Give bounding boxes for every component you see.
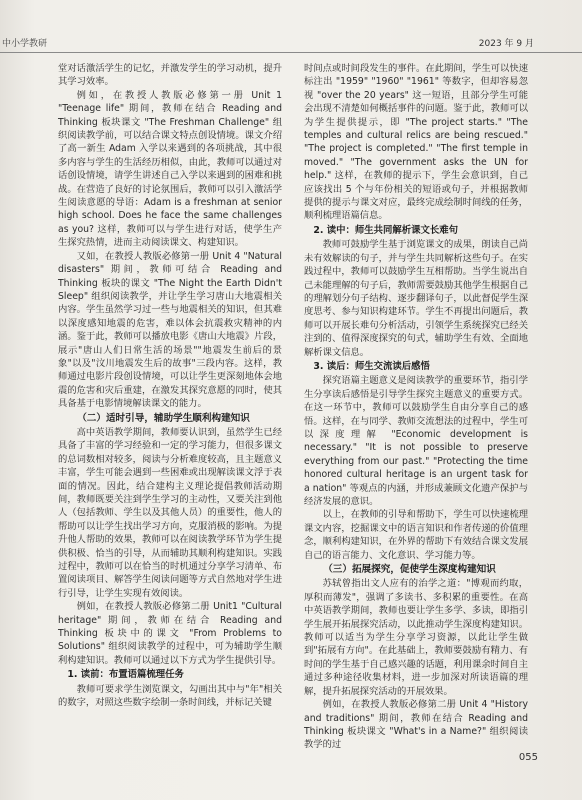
paragraph: 探究语篇主题意义是阅读教学的重要环节，指引学生分享读后感悟是引导学生探究主题意义的重要方式。在这一环节中，教师可以鼓励学生自由分享自己的感悟。这样，在与同学、教师交流想法的过程中，学生可以深度理解 "Economic development is necessary." "It is not possible to preserve everything from our past." "Protecting the time honored cultural heritage is an urgent task for a nation" 等观点的内涵，并形成兼顾文化遗产保护与经济发展的意识。 <box>304 375 528 507</box>
paragraph: 教师可要求学生浏览课文，勾画出其中与"年"相关的数字，对照这些数字绘制一条时间线，并标记关键 <box>58 683 282 709</box>
section-heading: （三）拓展探究，促使学生深度构建知识 <box>323 564 496 576</box>
paragraph: 例如，在教授人教版必修第二册 Unit 4 "History and traditions" 期间，教师在结合 Reading and Thinking 板块课文 "What's in a Name?" 组织阅读教学的过 <box>304 699 528 751</box>
issue-date: 2023 年 9 月 <box>478 39 534 49</box>
left-column <box>58 62 282 710</box>
right-column <box>304 62 528 752</box>
paragraph: 堂对话激活学生的记忆，并激发学生的学习动机，提升其学习效率。 <box>58 63 282 88</box>
paragraph: 教师可鼓励学生基于浏览课文的成果，朗读自己尚未有效解读的句子，并与学生共同解析这些句子。在实践过程中，教师可以鼓励学生互相帮助。当学生说出自己未能理解的句子后，教师需要鼓励其他学生根据自己的理解划分句子结构、逐步翻译句子，以此督促学生深度思考、参与知识构建环节。学生不再提出问题后，教师可以开展长难句分析活动，引领学生系统探究已经关注到的、值得深度探究的句式，辅助学生有效、全面地解析课文信息。 <box>304 239 528 358</box>
paragraph: 苏轼曾指出文人应有的治学之道："博观而约取，厚积而薄发"，强调了多读书、多积累的重要性。在高中英语教学期间，教师也要让学生多学、多读，即指引学生展开拓展探究活动，以此推动学生深度构建知识。教师可以适当为学生分享学习资源，以此让学生做到"拓展有方向"。在此基础上，教师要鼓励有精力、有时间的学生基于自己感兴趣的话题，利用课余时间自主通过多种途径收集材料，进一步加深对所读语篇的理解，提升拓展探究活动的开展效果。 <box>304 578 528 697</box>
paragraph: 例如，在教授人教版必修第二册 Unit1 "Cultural heritage" 期间，教师在结合 Reading and Thinking 板块中的课文 "From Problems to Solutions" 组织阅读教学的过程中，可为辅助学生顺利构建知识。教师可以通过以下方式为学生提供引导。 <box>58 601 282 666</box>
subsection-heading: 3. 读后：师生交流读后感悟 <box>313 360 430 372</box>
page-number: 055 <box>518 752 538 763</box>
journal-name: 中小学教研 <box>2 39 48 49</box>
subsection-heading: 1. 读前：布置语篇梳理任务 <box>67 669 184 681</box>
subsection-heading: 2. 读中：师生共同解析课文长难句 <box>313 224 458 236</box>
paragraph: 高中英语教学期间，教师要认识到，虽然学生已经具备了丰富的学习经验和一定的学习能力，但很多课文的总词数相对较多，阅读与分析难度较高，且主题意义丰富，学生可能会遇到一些困难或出现解读课文浮于表面的情况。因此，结合建构主义理论提倡教师活动期间，教师既要关注到学生学习的主动性，又要关注到他人（包括教师、学生以及其他人员）的重要性，他人的帮助可以让学生找出学习方向，克服消极的影响。为提升他人帮助的效果，教师可以在阅读教学环节为学生提供积极、恰当的引导，从而辅助其顺利构建知识。实践过程中，教师可以在恰当的时机通过分享学习清单、布置阅读项目、解答学生阅读问题等方式自然地对学生进行引导，让学生实现有效阅读。 <box>58 426 282 599</box>
paragraph: 又如，在教授人教版必修第一册 Unit 4 "Natural disasters" 期间，教师可结合 Reading and Thinking 板块的课文 "The Night the Earth Didn't Sleep" 组织阅读教学，并让学生学习唐山大地震相关内容。学生虽然学习过一些与地震相关的知识，但其难以深度感知地震的危害，难以体会抗震救灾精神的内涵。鉴于此，教师可以播放电影《唐山大地震》片段，展示"唐山人们日常生活的场景""地震发生前后的景象"以及"汶川地震发生后的故事"三段内容。这样，教师通过电影片段创设情境，可以让学生更深刻地体会地震的危害和灾后重建，在激发其探究意愿的同时，使其具备基于电影情境解读课文的能力。 <box>58 250 282 410</box>
section-heading: （二）适时引导，辅助学生顺利构建知识 <box>77 412 250 424</box>
paragraph: 以上，在教师的引导和帮助下，学生可以快速梳理课文内容，挖掘课文中的语言知识和作者传递的价值理念，顺利构建知识，在外界的帮助下有效结合课文发展自己的语言能力、文化意识、学习能力等。 <box>304 509 528 561</box>
running-header <box>0 0 582 53</box>
paragraph: 时间点或时间段发生的事件。在此期间，学生可以快速标注出 "1959" "1960" "1961" 等数字，但却容易忽视 "over the 20 years" 这一短语，且部分学生可能会出现不清楚如何概括事件的问题。鉴于此，教师可以为学生提供提示，即 "The project starts." "The temples and cultural relics are being rescued." "The project is completed." "The first temple in moved." "The government asks the UN for help." 这样，在教师的提示下，学生会意识到，自己应该找出 5 个与年份相关的短语或句子，并根据教师提供的提示与课文对应，最终完成绘制时间线的任务，顺利梳理语篇信息。 <box>304 63 528 222</box>
paragraph: 例如，在教授人教版必修第一册 Unit 1 "Teenage life" 期间，教师在结合 Reading and Thinking 板块课文 "The Freshman Challenge" 组织阅读教学前，可以结合课文特点创设情境。课文介绍了高一新生 Adam 入学以来遇到的各项挑战，其中很多内容与学生的生活经历相似，由此，教师可以通过对话创设情境，请学生讲述自己入学以来遇到的困难和挑战。在营造了良好的讨论氛围后，教师可以引入激活学生阅读意愿的导语：Adam is a freshman at senior high school. Does he face the same challenges as you? 这样，教师可以与学生进行对话，使学生产生探究热情，进而主动阅读课文、构建知识。 <box>58 89 282 249</box>
